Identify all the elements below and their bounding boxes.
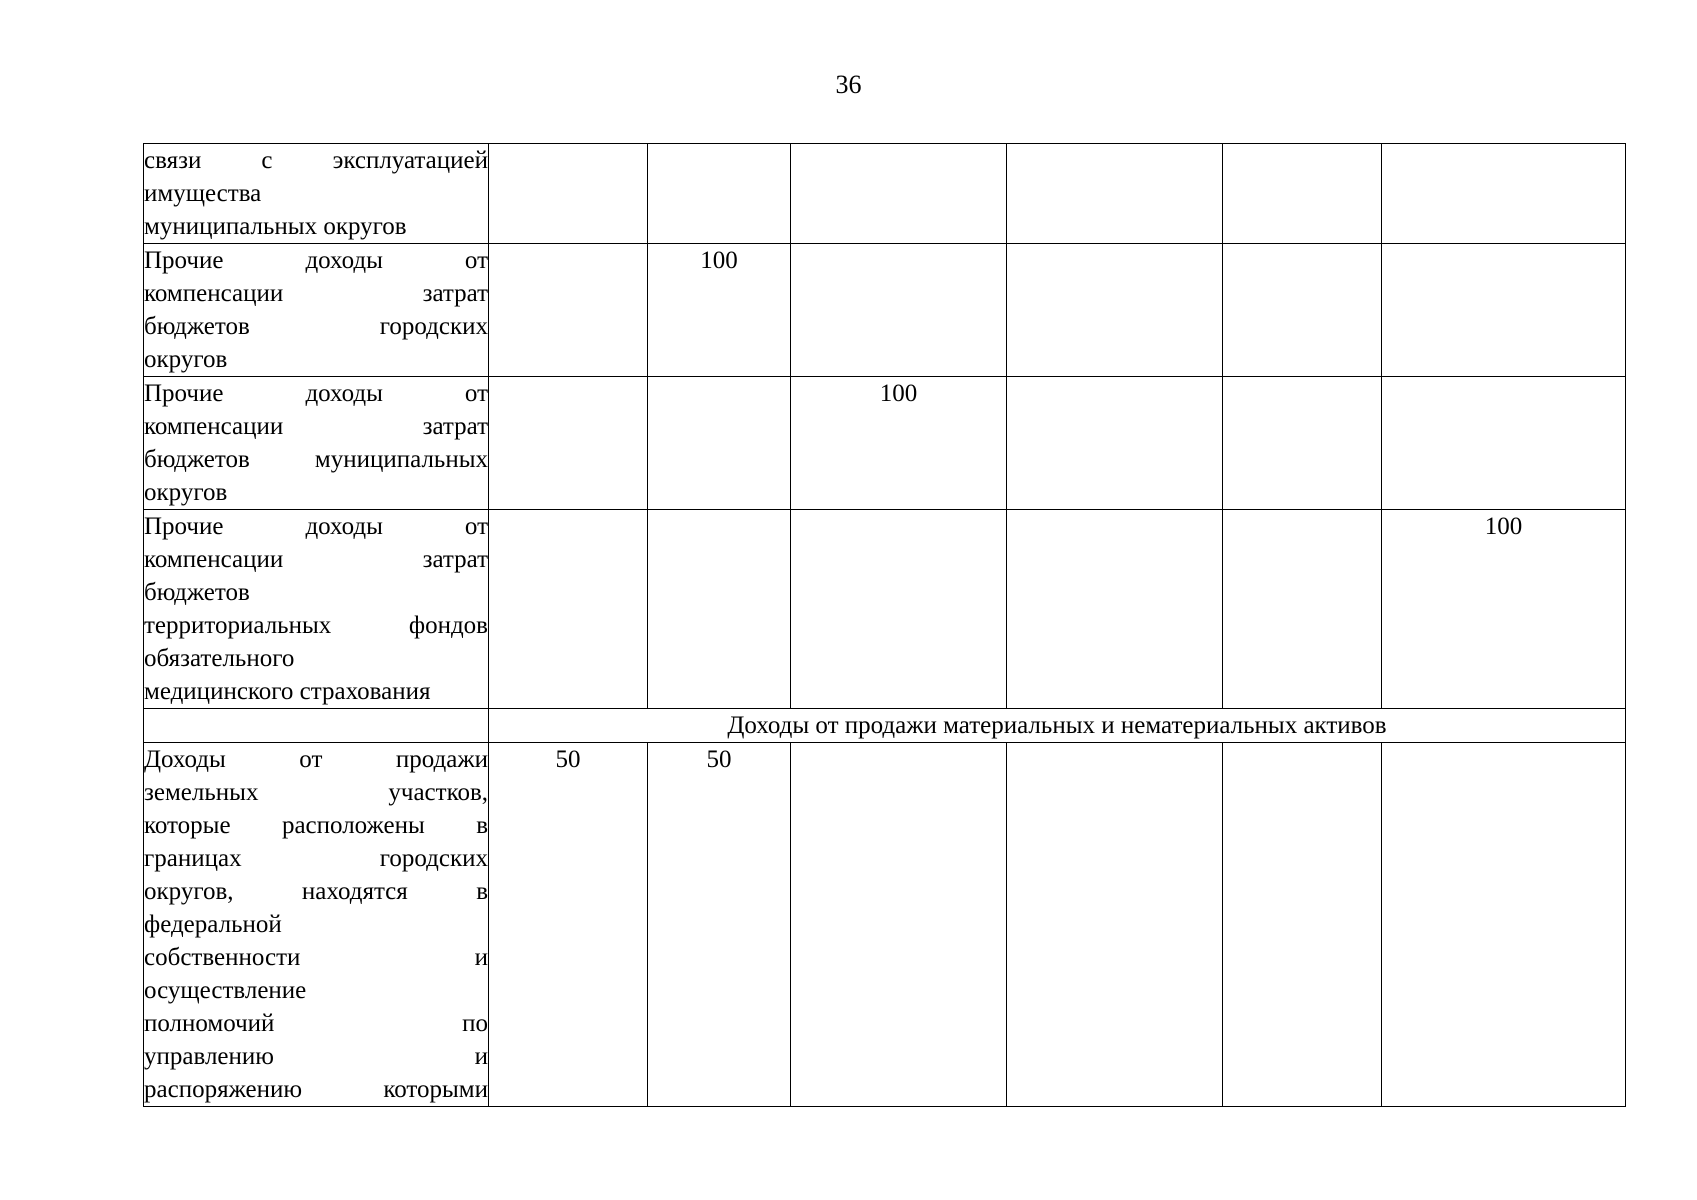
value-cell-3 xyxy=(791,244,1007,377)
value-cell-5 xyxy=(1223,377,1382,510)
section-header-empty-cell xyxy=(144,709,489,743)
row-description xyxy=(144,510,489,709)
description-line: федеральной xyxy=(144,911,282,938)
row-description xyxy=(144,743,489,1107)
description-line: управлению и xyxy=(144,1043,488,1070)
section-header-row xyxy=(144,709,1626,743)
description-line: компенсации затрат xyxy=(144,413,488,440)
description-line: связи с эксплуатацией xyxy=(144,147,488,174)
description-line: которые расположены в xyxy=(144,812,488,839)
section-header: Доходы от продажи материальных и нематериальных активов xyxy=(489,709,1626,743)
description-line: Прочие доходы от xyxy=(144,513,488,540)
value-cell-3 xyxy=(791,144,1007,244)
description-line: медицинского страхования xyxy=(144,678,431,705)
description-line: Прочие доходы от xyxy=(144,247,488,274)
description-line: полномочий по xyxy=(144,1010,488,1037)
description-line: компенсации затрат xyxy=(144,546,488,573)
description-line: округов xyxy=(144,346,228,373)
description-line: Прочие доходы от xyxy=(144,380,488,407)
value-cell-2 xyxy=(648,144,791,244)
value-cell-1 xyxy=(489,244,648,377)
value-cell-1 xyxy=(489,377,648,510)
row-description xyxy=(144,144,489,244)
description-line: имущества xyxy=(144,180,262,207)
table-row xyxy=(144,743,1626,1107)
value-cell-4 xyxy=(1007,743,1223,1107)
description-line: бюджетов городских xyxy=(144,313,488,340)
value-cell-2 xyxy=(648,377,791,510)
table-row xyxy=(144,244,1626,377)
value-cell-6 xyxy=(1382,743,1626,1107)
value-cell-6 xyxy=(1382,244,1626,377)
value-cell-5 xyxy=(1223,244,1382,377)
page-number: 36 xyxy=(835,70,862,99)
value-cell-6 xyxy=(1382,377,1626,510)
revenue-distribution-table xyxy=(143,143,1626,1107)
description-line: территориальных фондов xyxy=(144,612,488,639)
row-description xyxy=(144,244,489,377)
description-line: Доходы от продажи xyxy=(144,746,488,773)
description-line: осуществление xyxy=(144,977,307,1004)
description-line: муниципальных округов xyxy=(144,213,407,240)
description-line: распоряжению которыми xyxy=(144,1076,488,1103)
description-line: компенсации затрат xyxy=(144,280,488,307)
value-cell-3: 100 xyxy=(791,377,1007,510)
description-line: бюджетов xyxy=(144,579,250,606)
value-cell-2: 100 xyxy=(648,244,791,377)
description-line: земельных участков, xyxy=(144,779,488,806)
table-row xyxy=(144,144,1626,244)
value-cell-5 xyxy=(1223,743,1382,1107)
table-row xyxy=(144,510,1626,709)
row-description xyxy=(144,377,489,510)
value-cell-4 xyxy=(1007,144,1223,244)
value-cell-3 xyxy=(791,743,1007,1107)
value-cell-1 xyxy=(489,510,648,709)
value-cell-6 xyxy=(1382,144,1626,244)
value-cell-4 xyxy=(1007,244,1223,377)
value-cell-1: 50 xyxy=(489,743,648,1107)
value-cell-4 xyxy=(1007,377,1223,510)
description-line: округов, находятся в xyxy=(144,878,488,905)
value-cell-6: 100 xyxy=(1382,510,1626,709)
value-cell-5 xyxy=(1223,510,1382,709)
description-line: бюджетов муниципальных xyxy=(144,446,488,473)
description-line: обязательного xyxy=(144,645,295,672)
value-cell-2: 50 xyxy=(648,743,791,1107)
value-cell-2 xyxy=(648,510,791,709)
value-cell-5 xyxy=(1223,144,1382,244)
value-cell-3 xyxy=(791,510,1007,709)
value-cell-1 xyxy=(489,144,648,244)
description-line: границах городских xyxy=(144,845,488,872)
table-row xyxy=(144,377,1626,510)
description-line: округов xyxy=(144,479,228,506)
description-line: собственности и xyxy=(144,944,488,971)
value-cell-4 xyxy=(1007,510,1223,709)
